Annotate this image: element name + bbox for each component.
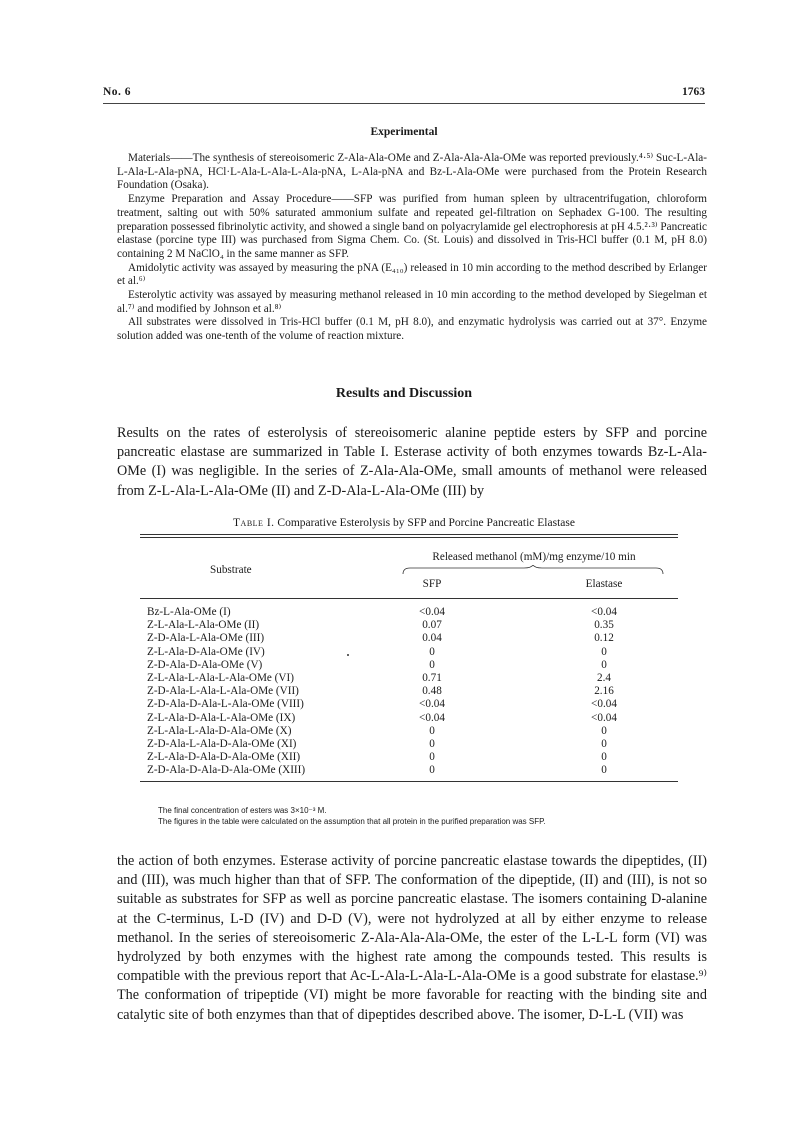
row-elastase-value: <0.04 <box>591 698 617 711</box>
row-substrate: Z-D-Ala-L-Ala-D-Ala-OMe (XI) <box>147 737 297 750</box>
row-sfp-value: 0.48 <box>422 685 442 698</box>
results-heading: Results and Discussion <box>335 386 473 401</box>
table-row <box>140 712 678 725</box>
data-table <box>140 534 678 782</box>
row-substrate: Z-D-Ala-D-Ala-L-Ala-OMe (VIII) <box>147 698 304 711</box>
row-sfp-value: 0 <box>429 751 435 764</box>
row-sfp-value: 0.04 <box>422 632 442 645</box>
row-sfp-value: <0.04 <box>419 711 445 724</box>
row-elastase-value: 2.4 <box>597 671 611 684</box>
row-sfp-value: 0.07 <box>422 619 442 632</box>
row-elastase-value: 0 <box>601 658 607 671</box>
issue-number: No. 6 <box>103 86 132 98</box>
results-paragraph-2-wrap <box>117 852 707 1025</box>
row-sfp-value: 0 <box>429 737 435 750</box>
table-bottom-rule <box>140 781 678 782</box>
row-substrate: Z-D-Ala-L-Ala-L-Ala-OMe (VII) <box>147 685 299 698</box>
table-row <box>140 764 678 777</box>
row-elastase-value: 0.35 <box>594 619 614 632</box>
page-number: 1763 <box>682 86 705 98</box>
table-row <box>140 606 678 619</box>
row-sfp-value: 0 <box>429 645 435 658</box>
row-substrate: Z-L-Ala-L-Ala-D-Ala-OMe (X) <box>147 724 292 737</box>
row-substrate: Z-L-Ala-D-Ala-L-Ala-OMe (IX) <box>147 711 296 724</box>
row-sfp-value: <0.04 <box>419 698 445 711</box>
column-header-substrate: Substrate <box>210 564 252 576</box>
table-row <box>140 698 678 711</box>
header-rule <box>103 103 705 104</box>
row-elastase-value: 0 <box>601 724 607 737</box>
table-row <box>140 685 678 698</box>
results-paragraph-2: the action of both enzymes. Esterase activity of porcine pancreatic elastase towards the dipeptides, (II) and (III), was much higher than that of SFP. The conformation of the dipeptide, (II) and (III), is not so suitable as substrates for SFP as well as porcine pancreatic elastase. The isomers containing D-alanine at the C-terminus, L-D (IV) and D-D (V), were not hydrolyzed at all by either enzyme to release methanol. In the series of stereoisomeric Z-Ala-Ala-Ala-OMe, the ester of the L-L-L form (VI) was hydrolyzed by both enzymes with the highest rate among the compounds tested. This results is compatible with the previous report that Ac-L-Ala-L-Ala-L-Ala-OMe is a good substrate for elastase.⁹⁾ The conformation of tripeptide (VI) might be more favorable for reacting with the binding site and catalytic site of both enzymes than that of dipeptides described above. The isomer, D-L-L (VII) was <box>117 853 707 1023</box>
row-substrate: Z-D-Ala-L-Ala-OMe (III) <box>147 632 265 645</box>
row-substrate: Z-L-Ala-D-Ala-D-Ala-OMe (XII) <box>147 751 301 764</box>
row-substrate: Z-L-Ala-L-Ala-L-Ala-OMe (VI) <box>147 671 294 684</box>
table-label: Table I. <box>233 517 275 529</box>
footnote-assumption: The figures in the table were calculated on the assumption that all protein in the purified preparation was SFP. <box>158 816 546 826</box>
row-substrate: Z-L-Ala-L-Ala-OMe (II) <box>147 619 260 632</box>
table-body <box>140 599 678 777</box>
table-title: Comparative Esterolysis by SFP and Porcine Pancreatic Elastase <box>277 517 575 529</box>
row-elastase-value: 0 <box>601 764 607 777</box>
column-header-elastase: Elastase <box>585 578 623 590</box>
experimental-section <box>117 152 707 344</box>
row-elastase-value: <0.04 <box>591 606 617 618</box>
row-elastase-value: 0.12 <box>594 632 614 645</box>
row-sfp-value: 0.71 <box>422 671 442 684</box>
row-substrate: Z-L-Ala-D-Ala-OMe (IV) <box>147 645 265 658</box>
materials-paragraph: Materials——The synthesis of stereoisomeric Z-Ala-Ala-OMe and Z-Ala-Ala-Ala-OMe was reported previously.⁴·⁵⁾ Suc-L-Ala-L-Ala-L-Ala-pNA, HCl·L-Ala-L-Ala-L-Ala-pNA, L-Ala-pNA and Bz-L-Ala-OMe were purchased from the Protein Research Foundation (Osaka). <box>117 152 707 192</box>
table-row <box>140 646 678 659</box>
row-substrate: Z-D-Ala-D-Ala-OMe (V) <box>147 658 263 671</box>
table-row <box>140 751 678 764</box>
results-paragraph-1: Results on the rates of esterolysis of stereoisomeric alanine peptide esters by SFP and porcine pancreatic elastase are summarized in Table I. Esterase activity of both enzymes towards Bz-L-Ala-OMe (I) was negligible. In the series of Z-Ala-Ala-OMe, small amounts of methanol were released from Z-L-Ala-L-Ala-OMe (II) and Z-D-Ala-L-Ala-OMe (III) by <box>117 425 707 499</box>
row-elastase-value: <0.04 <box>591 711 617 724</box>
table-row <box>140 725 678 738</box>
row-substrate: Z-D-Ala-D-Ala-D-Ala-OMe (XIII) <box>147 764 306 777</box>
table-row <box>140 619 678 632</box>
table-footnotes <box>158 806 658 827</box>
row-sfp-value: 0 <box>429 658 435 671</box>
table-row <box>140 738 678 751</box>
table-caption <box>103 517 705 529</box>
enzyme-preparation-paragraph: Enzyme Preparation and Assay Procedure——SFP was purified from human spleen by ultracentrifugation, chloroform treatment, salting out with 50% saturated ammonium sulfate and repeated gel-filtration on Sephadex G-100. The resulting preparation possessed fibrinolytic activity, and showed a single band on polyacrylamide gel electrophoresis at pH 4.5.²·³⁾ Pancreatic elastase (porcine type III) was purchased from Sigma Chem. Co. (St. Louis) and dissolved in Tris-HCl buffer (0.1 M, pH 8.0) containing 2 M NaClO₄ in the same manner as SFP. <box>117 193 707 260</box>
table-row <box>140 632 678 645</box>
table-row <box>140 659 678 672</box>
row-sfp-value: 0 <box>429 724 435 737</box>
column-group-brace <box>402 565 664 575</box>
column-group-header: Released methanol (mM)/mg enzyme/10 min <box>432 551 636 563</box>
row-elastase-value: 0 <box>601 645 607 658</box>
amidolytic-paragraph: Amidolytic activity was assayed by measuring the pNA (E₄₁₀) released in 10 min according to the method described by Erlanger et al.⁶⁾ <box>117 261 707 288</box>
row-elastase-value: 2.16 <box>594 685 614 698</box>
row-sfp-value: 0 <box>429 764 435 777</box>
row-elastase-value: 0 <box>601 737 607 750</box>
scan-speck <box>347 654 349 656</box>
row-sfp-value: <0.04 <box>419 606 445 618</box>
footnote-concentration: The final concentration of esters was 3×10⁻³ M. <box>158 806 327 815</box>
column-header-sfp: SFP <box>422 578 442 590</box>
substrates-paragraph: All substrates were dissolved in Tris-HCl buffer (0.1 M, pH 8.0), and enzymatic hydrolysis was carried out at 37°. Enzyme solution added was one-tenth of the volume of reaction mixture. <box>117 316 707 343</box>
results-paragraph-1-wrap <box>117 424 707 501</box>
esterolytic-paragraph: Esterolytic activity was assayed by measuring methanol released in 10 min according to the method developed by Siegelman et al.⁷⁾ and modified by Johnson et al.⁸⁾ <box>117 289 707 315</box>
row-substrate: Bz-L-Ala-OMe (I) <box>147 606 231 618</box>
row-elastase-value: 0 <box>601 751 607 764</box>
experimental-heading: Experimental <box>370 126 438 138</box>
table-row <box>140 672 678 685</box>
table-header <box>140 538 678 598</box>
